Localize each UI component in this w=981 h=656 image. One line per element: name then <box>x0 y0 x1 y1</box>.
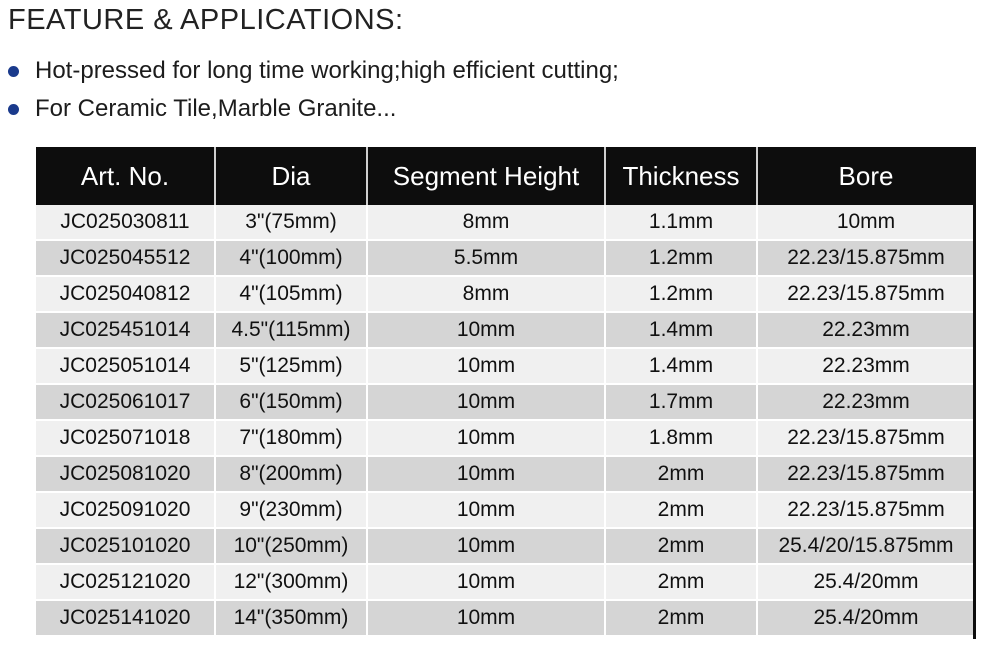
header-bore: Bore <box>757 147 974 205</box>
cell-bore: 22.23/15.875mm <box>757 456 974 492</box>
cell-segment-height: 10mm <box>367 312 605 348</box>
cell-dia: 4"(105mm) <box>215 276 367 312</box>
feature-item <box>8 90 619 128</box>
cell-segment-height: 10mm <box>367 456 605 492</box>
cell-segment-height: 10mm <box>367 384 605 420</box>
cell-dia: 14"(350mm) <box>215 600 367 636</box>
table-header-row <box>36 147 974 205</box>
cell-thickness: 1.7mm <box>605 384 757 420</box>
cell-art-no: JC025141020 <box>36 600 215 636</box>
cell-art-no: JC025045512 <box>36 240 215 276</box>
cell-art-no: JC025040812 <box>36 276 215 312</box>
cell-thickness: 1.1mm <box>605 205 757 240</box>
cell-bore: 25.4/20/15.875mm <box>757 528 974 564</box>
cell-dia: 6"(150mm) <box>215 384 367 420</box>
table-row <box>36 456 974 492</box>
table-row <box>36 205 974 240</box>
cell-art-no: JC025061017 <box>36 384 215 420</box>
cell-thickness: 2mm <box>605 492 757 528</box>
cell-thickness: 2mm <box>605 600 757 636</box>
cell-segment-height: 5.5mm <box>367 240 605 276</box>
cell-segment-height: 8mm <box>367 276 605 312</box>
bullet-dot-icon <box>8 104 19 115</box>
header-thickness: Thickness <box>605 147 757 205</box>
cell-segment-height: 10mm <box>367 420 605 456</box>
cell-bore: 22.23mm <box>757 384 974 420</box>
cell-dia: 7"(180mm) <box>215 420 367 456</box>
cell-thickness: 1.4mm <box>605 312 757 348</box>
cell-bore: 25.4/20mm <box>757 600 974 636</box>
cell-thickness: 2mm <box>605 528 757 564</box>
feature-item <box>8 52 619 90</box>
cell-thickness: 1.2mm <box>605 276 757 312</box>
cell-art-no: JC025051014 <box>36 348 215 384</box>
table-row <box>36 600 974 636</box>
table-row <box>36 312 974 348</box>
cell-thickness: 2mm <box>605 456 757 492</box>
cell-art-no: JC025451014 <box>36 312 215 348</box>
cell-art-no: JC025091020 <box>36 492 215 528</box>
cell-bore: 22.23/15.875mm <box>757 492 974 528</box>
cell-bore: 22.23/15.875mm <box>757 420 974 456</box>
table-row <box>36 348 974 384</box>
cell-dia: 4"(100mm) <box>215 240 367 276</box>
table-right-edge <box>973 147 976 639</box>
cell-art-no: JC025071018 <box>36 420 215 456</box>
cell-bore: 22.23/15.875mm <box>757 276 974 312</box>
cell-dia: 8"(200mm) <box>215 456 367 492</box>
cell-segment-height: 10mm <box>367 492 605 528</box>
cell-bore: 10mm <box>757 205 974 240</box>
cell-segment-height: 10mm <box>367 600 605 636</box>
header-segment-height: Segment Height <box>367 147 605 205</box>
cell-dia: 4.5"(115mm) <box>215 312 367 348</box>
page-title: FEATURE & APPLICATIONS: <box>8 4 404 36</box>
cell-segment-height: 10mm <box>367 348 605 384</box>
cell-bore: 22.23/15.875mm <box>757 240 974 276</box>
cell-dia: 12"(300mm) <box>215 564 367 600</box>
bullet-dot-icon <box>8 66 19 77</box>
cell-art-no: JC025101020 <box>36 528 215 564</box>
cell-segment-height: 10mm <box>367 564 605 600</box>
table-row <box>36 420 974 456</box>
feature-text: For Ceramic Tile,Marble Granite... <box>35 95 397 122</box>
table-row <box>36 240 974 276</box>
header-art-no: Art. No. <box>36 147 215 205</box>
feature-text: Hot-pressed for long time working;high efficient cutting; <box>35 57 619 84</box>
cell-art-no: JC025030811 <box>36 205 215 240</box>
table-row <box>36 492 974 528</box>
spec-table-container <box>36 147 974 637</box>
feature-list <box>8 52 619 128</box>
spec-table <box>36 147 974 637</box>
cell-dia: 3"(75mm) <box>215 205 367 240</box>
cell-dia: 5"(125mm) <box>215 348 367 384</box>
table-body <box>36 205 974 636</box>
table-row <box>36 276 974 312</box>
table-row <box>36 528 974 564</box>
cell-segment-height: 8mm <box>367 205 605 240</box>
cell-dia: 10"(250mm) <box>215 528 367 564</box>
cell-bore: 22.23mm <box>757 348 974 384</box>
header-dia: Dia <box>215 147 367 205</box>
table-row <box>36 384 974 420</box>
cell-segment-height: 10mm <box>367 528 605 564</box>
table-row <box>36 564 974 600</box>
cell-art-no: JC025081020 <box>36 456 215 492</box>
cell-bore: 22.23mm <box>757 312 974 348</box>
cell-thickness: 1.8mm <box>605 420 757 456</box>
cell-thickness: 1.4mm <box>605 348 757 384</box>
cell-art-no: JC025121020 <box>36 564 215 600</box>
cell-thickness: 2mm <box>605 564 757 600</box>
cell-dia: 9"(230mm) <box>215 492 367 528</box>
cell-bore: 25.4/20mm <box>757 564 974 600</box>
cell-thickness: 1.2mm <box>605 240 757 276</box>
